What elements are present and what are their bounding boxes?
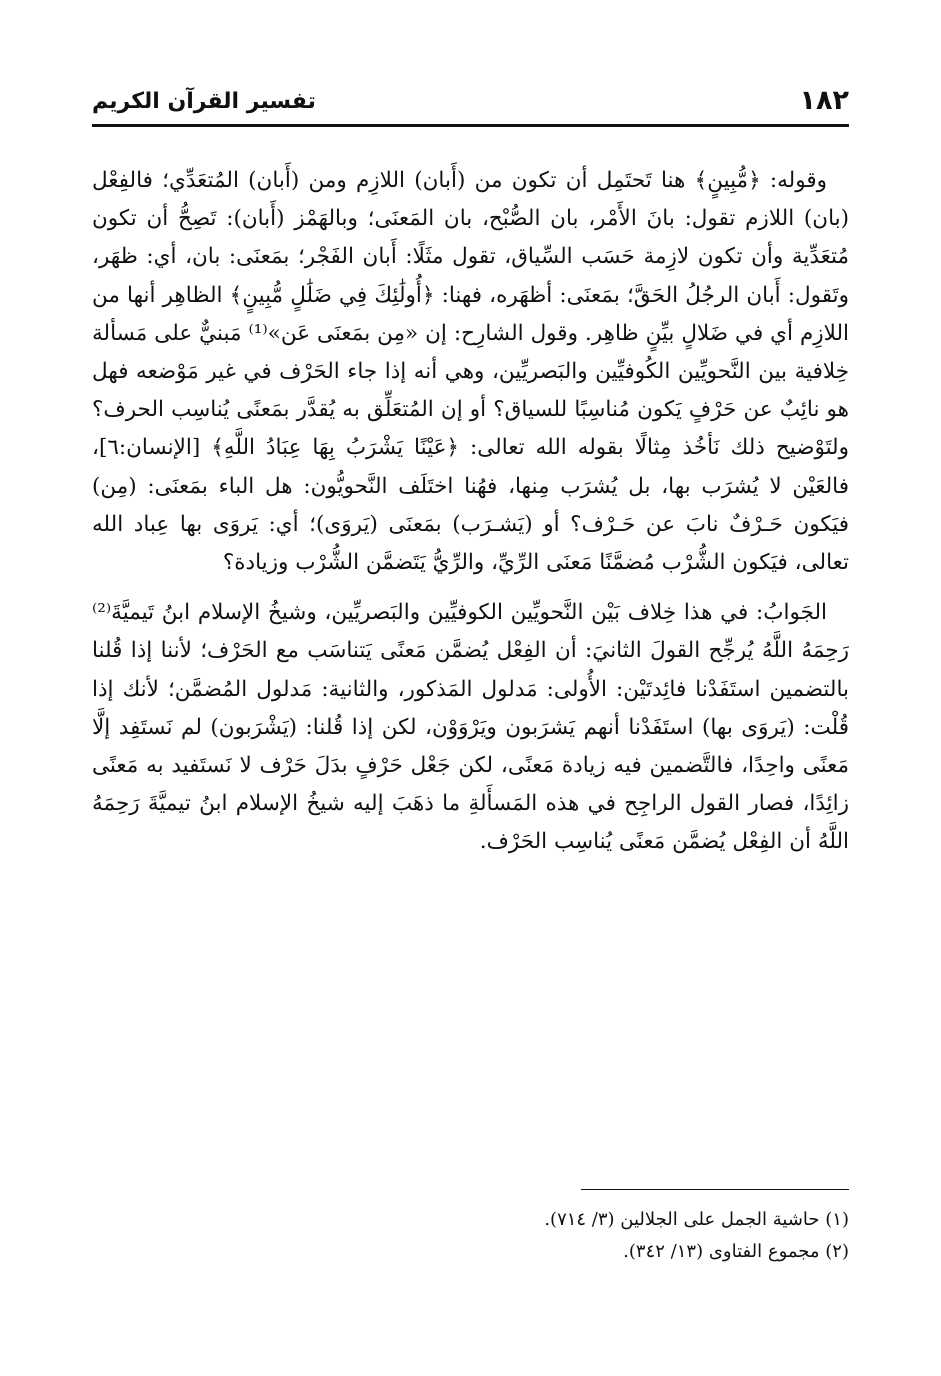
paragraph-1: وقوله: ﴿مُّبِينٍ﴾ هنا تَحتَمِل أن تكون من (أَبان) اللازِم ومن (أَبان) المُتعَدِّي؛ فالفِعْل (بان) اللازم تقول: بانَ الأَمْر، بان الصُّبْح، بان المَعنَى؛ وبالهَمْز (أَبان): تَصِحُّ أن تكون مُتعَدِّية وأن تكون لازِمة حَسَب السِّياق، تقول مثَلًا: أَبان الفَجْر؛ بمَعنَى: بان، أي: ظهَر، وتَقول: أَبان الرجُلُ الحَقَّ؛ بمَعنَى: أظهَره، فهنا: ﴿أُولَٰئِكَ فِي ضَلَٰلٍ مُّبِينٍ﴾ الظاهِر أنها من اللازِم أي في ضَلالٍ بيِّنٍ ظاهِر. وقول الشارِح: إن «مِن بمَعنَى عَن»⁽¹⁾ مَبنيٌّ على مَسألة خِلافية بين النَّحويِّين الكُوفيِّين والبَصريِّين، وهي أنه إذا جاء الحَرْف في غير مَوْضعه فهل هو نائِبٌ عن حَرْفٍ يَكون مُناسِبًا للسياق؟ أو إن المُتعَلِّق به يُقدَّر بمَعنًى يُناسِب الحرف؟ ولتَوْضيح ذلك نَأخُذ مِثالًا بقوله الله تعالى: ﴿عَيْنًا يَشْرَبُ بِهَا عِبَادُ اللَّهِ﴾ [الإنسان:٦]، فالعَيْن لا يُشرَب بها، بل يُشرَب مِنها، فهُنا اختَلَف النَّحويُّون: هل الباء بمَعنَى: (مِن) فيَكون حَـرْفٌ نابَ عن حَـرْف؟ أو (يَشـرَب) بمَعنَى (يَروَى)؛ أي: يَروَى بها عِباد الله تعالى، فيَكون الشُّرْب مُضمَّنًا مَعنَى الرِّيِّ، والرِّيُّ يَتَضمَّن الشُّرْب وزيادة؟ [92,168,849,576]
footnote-1: (١) حاشية الجمل على الجلالين (٣/ ٧١٤). [544,1209,849,1230]
footnotes [92,1204,849,1268]
running-title: تفسير القرآن الكريم [92,89,316,114]
header-rule [92,124,849,127]
footnote-2: (٢) مجموع الفتاوى (١٣/ ٣٤٢). [623,1241,849,1262]
page-number: ١٨٢ [799,85,849,116]
page-header [92,84,849,128]
footnote-separator [581,1189,849,1190]
paragraph-2: الجَوابُ: في هذا خِلاف بَيْن النَّحويِّين الكوفيِّين والبَصريِّين، وشيخُ الإسلام ابنُ تَيميَّةَ⁽²⁾ رَحِمَهُ اللَّهُ يُرجِّح القولَ الثانيَ: أن الفِعْل يُضمَّن مَعنًى يَتناسَب مع الحَرْف؛ لأننا إذا قُلنا بالتضمين استَفَدْنا فائِدتَيْن: الأُولى: مَدلول المَذكور، والثانية: مَدلول المُضمَّن؛ لأنك إذا قُلْت: (يَروَى بها) استَفَدْنا أنهم يَشرَبون ويَرْوَوْن، لكن إذا قُلنا: (يَشْرَبون) لم نَستَفِد إلَّا مَعنًى واحِدًا، فالتَّضمين فيه زيادة مَعنًى، لكن جَعْل حَرْفٍ بدَلَ حَرْف لا نَستَفيد به مَعنًى زائِدًا، فصار القول الراجِح في هذه المَسأَلةِ ما ذهَبَ إليه شيخُ الإسلام ابنُ تيميَّةَ رَحِمَهُ اللَّهُ أن الفِعْل يُضمَّن مَعنًى يُناسِب الحَرْف. [92,600,849,855]
main-text [92,162,849,862]
